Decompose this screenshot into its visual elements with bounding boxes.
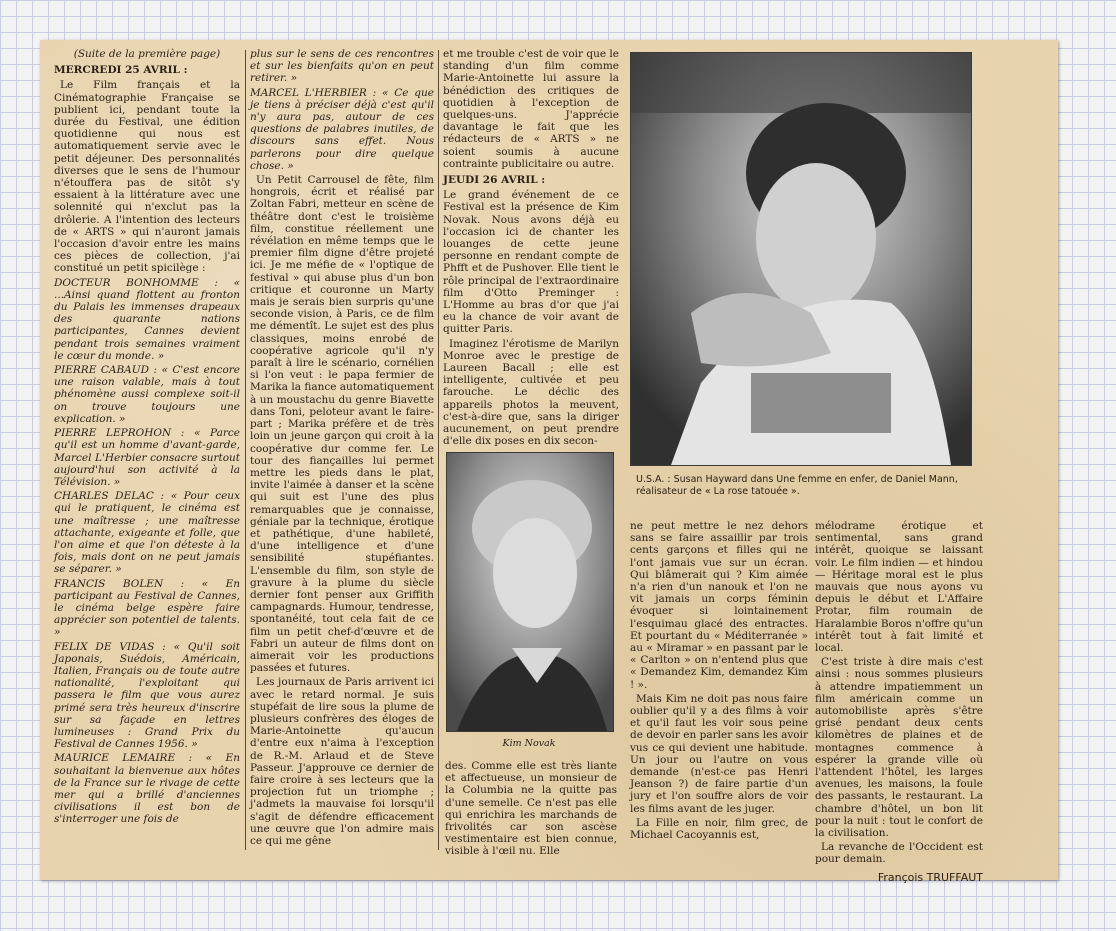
column-3-bottom	[445, 760, 617, 860]
paragraph: La revanche de l'Occident est pour demain.	[815, 841, 983, 866]
paragraph: Imaginez l'érotisme de Marilyn Monroe avec le prestige de Laureen Bacall ; elle est intelligente, cultivée et peu farouche. Le déclic des appareils photos la meuvent, c'est-à-dire que, sans la diriger aucunement, on peut prendre d'elle dix poses en dix secon-	[443, 337, 619, 448]
continuation-note: (Suite de la première page)	[73, 48, 221, 60]
column-rule	[438, 50, 439, 850]
quote: MAURICE LEMAIRE : « En souhaitant la bienvenue aux hôtes de la France sur le rivage de cette mer qui a brillé d'anciennes civilisations il est bon de s'interroger une fois de	[54, 752, 240, 826]
paragraph: Mais Kim ne doit pas nous faire oublier qu'il y a des films à voir et qu'il faut les voir sous peine de devoir en parler sans les avoir vus ce qui devient une habitude. Un jour ou l'autre on vous demande (n'est-ce pas Henri Jeanson ?) de faire partie d'un jury et l'on souffre alors de voir les films avant de les juger.	[630, 692, 808, 815]
date-heading-1: MERCREDI 25 AVRIL :	[54, 64, 188, 77]
date-heading-2: JEUDI 26 AVRIL :	[443, 174, 546, 187]
column-4	[630, 520, 808, 860]
column-5	[815, 520, 983, 884]
photo-kim-novak	[446, 452, 614, 732]
quote: FRANCIS BOLEN : « En participant au Festival de Cannes, le cinéma belge espère faire apprécier son potentiel de talents. »	[54, 577, 240, 639]
column-2	[250, 48, 434, 863]
column-1	[54, 48, 240, 863]
quote: PIERRE CABAUD : « C'est encore une raison valable, mais à tout phénomène aussi complexe soit-il on trouve toujours une explication. »	[54, 364, 240, 425]
author-signature: François TRUFFAUT	[877, 870, 983, 884]
quote: DOCTEUR BONHOMME : « ...Ainsi quand flottent au fronton du Palais les immenses drapeaux des quarante nations participantes, Cannes devient pendant trois semaines vraiment le cœur du monde. »	[54, 276, 240, 362]
paragraph: Les journaux de Paris arrivent ici avec le retard normal. Je suis stupéfait de lire sous la plume de plusieurs confrères des éloges de Marie-Antoinette qu'aucun d'entre eux n'aima à l'exception de R.-M. Arlaud et de Steve Passeur. J'approuve ce dernier de faire croire à ses lecteurs que la projection fut un triomphe ; j'admets la mauvaise foi lorsqu'il s'agit de défendre efficacement une œuvre que l'on admire mais ce qui me gêne	[250, 676, 434, 847]
paragraph: mélodrame érotique et sentimental, sans grand intérêt, quoique se laissant voir. Le film indien — et hindou — Héritage moral est le plus mauvais que nous ayons vu depuis le début et L'Affaire Protar, film roumain de Haralambie Boros n'offre qu'un intérêt tout à fait limité et local.	[815, 520, 983, 655]
photo-susan-hayward	[630, 52, 972, 466]
paragraph: Un Petit Carrousel de fête, film hongrois, écrit et réalisé par Zoltan Fabri, metteur en scène de théâtre dont c'est le troisième film, constitue réellement une révélation en même temps que le premier film digne d'être projeté ici. Je me méfie de « l'optique de festival » qui abuse plus d'un bon critique et couronne un Marty mais je serais bien surpris qu'une seconde vision, à Paris, ce de film me démentît. Le sujet est des plus classiques, moins enrobé de coopérative agricole qu'il n'y paraît à lire le scénario, cornélien si l'on veut : le papa fermier de Marika la fiance automatiquement à un moustachu du genre Biavette dans Toni, peloteur avant le faire-part ; Marika préfère et de très loin un jeune garçon qui croit à la coopérative dur comme fer. Le tour des fiançailles lui permet mettre les pieds dans le plat, invite l'aimée à danser et la scène qui suit est l'une des plus remarquables que je connaisse, géniale par la technique, érotique et pathétique, d'une habileté, d'une intelligence et d'une sensibilité stupéfiantes. L'ensemble du film, son style de gravure à la plume du siècle dernier font penser aux Griffith campagnards. Humour, tendresse, spontanéité, tout cela fait de ce film un petit chef-d'œuvre et de Fabri un auteur de films dont on aimerait voir les productions passées et futures.	[250, 174, 434, 675]
paragraph: Le grand événement de ce Festival est la présence de Kim Novak. Nous avons déjà eu l'occasion ici de chanter les louanges de cette jeune personne en rendant compte de Phfft et de Pushover. Elle tient le rôle principal de l'extraordinaire film d'Otto Preminger : L'Homme au bras d'or que j'ai eu la chance de voir avant de quitter Paris.	[443, 189, 619, 336]
quote: CHARLES DELAC : « Pour ceux qui le pratiquent, le cinéma est une maîtresse ; une maîtresse attachante, exigeante et folle, que l'on aime et que l'on déteste à la fois, mais dont on ne peut jamais se séparer. »	[54, 490, 240, 576]
paragraph: Le Film français et la Cinématographie Française se publient ici, pendant toute la durée du Festival, une édition quotidienne qui nous est automatiquement servie avec le petit déjeuner. Des personnalités diverses que le sens de l'humour n'étouffera pas de sitôt s'y essaient à la littérature avec une solennité qui n'exclut pas la drôlerie. A l'intention des lecteurs de « ARTS » qui n'auront jamais l'occasion d'avoir entre les mains ces pièces de collection, j'ai constitué un petit spicilège :	[54, 79, 240, 275]
quote: PIERRE LEPROHON : « Parce qu'il est un homme d'avant-garde, Marcel L'Herbier consacre surtout aujourd'hui son activité à la Télévision. »	[54, 427, 240, 488]
paragraph: des. Comme elle est très liante et affectueuse, un monsieur de la Columbia ne la quitte pas d'une semelle. Ce n'est pas elle qui enrichira les marchands de frivolités car son ascèse vestimentaire est bien connue, visible à l'œil nu. Elle	[445, 760, 617, 858]
paragraph: ne peut mettre le nez dehors sans se faire assaillir par trois cents garçons et filles qui ne l'ont jamais vue sur un écran. Qui blâmerait qui ? Kim aimée n'a rien d'un nanouk et l'on ne vit jamais un corps féminin évoquer si lointainement l'esquimau glacé des entractes. Et pourtant du « Méditerranée » au « Miramar » en passant par le « Carlton » on n'entend plus que « Demandez Kim, demandez Kim ! ».	[630, 520, 808, 691]
paragraph: La Fille en noir, film grec, de Michael Cacoyannis est,	[630, 816, 808, 842]
paragraph: C'est triste à dire mais c'est ainsi : nous sommes plusieurs à attendre impatiemment un film américain comme un automobiliste après s'être grisé pendant deux cents kilomètres de plaines et de montagnes commence à espérer la grande ville où l'attendent l'hôtel, les larges avenues, les maisons, la foule des passants, le restaurant. La chambre d'hôtel, un bon lit pour la nuit : tout le confort de la civilisation.	[815, 656, 983, 840]
column-3	[443, 48, 619, 448]
caption-kim-novak: Kim Novak	[502, 738, 556, 749]
paragraph: et me trouble c'est de voir que le standing d'un film comme Marie-Antoinette lui assure la bénédiction des critiques de quotidien à l'exception de quelques-uns. J'apprécie davantage le fait que les rédacteurs de « ARTS » ne soient soumis à aucune contrainte publicitaire ou autre.	[443, 48, 620, 170]
caption-main-photo: U.S.A. : Susan Hayward dans Une femme en enfer, de Daniel Mann, réalisateur de « La rose tatouée ».	[636, 474, 958, 497]
quote: MARCEL L'HERBIER : « Ce que je tiens à préciser déjà c'est qu'il n'y aura pas, autour de ces questions de palabres inutiles, de discours sans effet. Nous parlerons pour dire quelque chose. »	[250, 86, 434, 172]
quote: FELIX DE VIDAS : « Qu'il soit Japonais, Suédois, Américain, Italien, Français ou de toute autre nationalité, l'exploitant qui passera le film que vous aurez primé sera très heureux d'inscrire sur sa façade en lettres lumineuses : Grand Prix du Festival de Cannes 1956. »	[54, 640, 240, 751]
column-rule	[245, 50, 246, 850]
quote: plus sur le sens de ces rencontres et sur les bienfaits qu'on en peut retirer. »	[250, 48, 434, 85]
